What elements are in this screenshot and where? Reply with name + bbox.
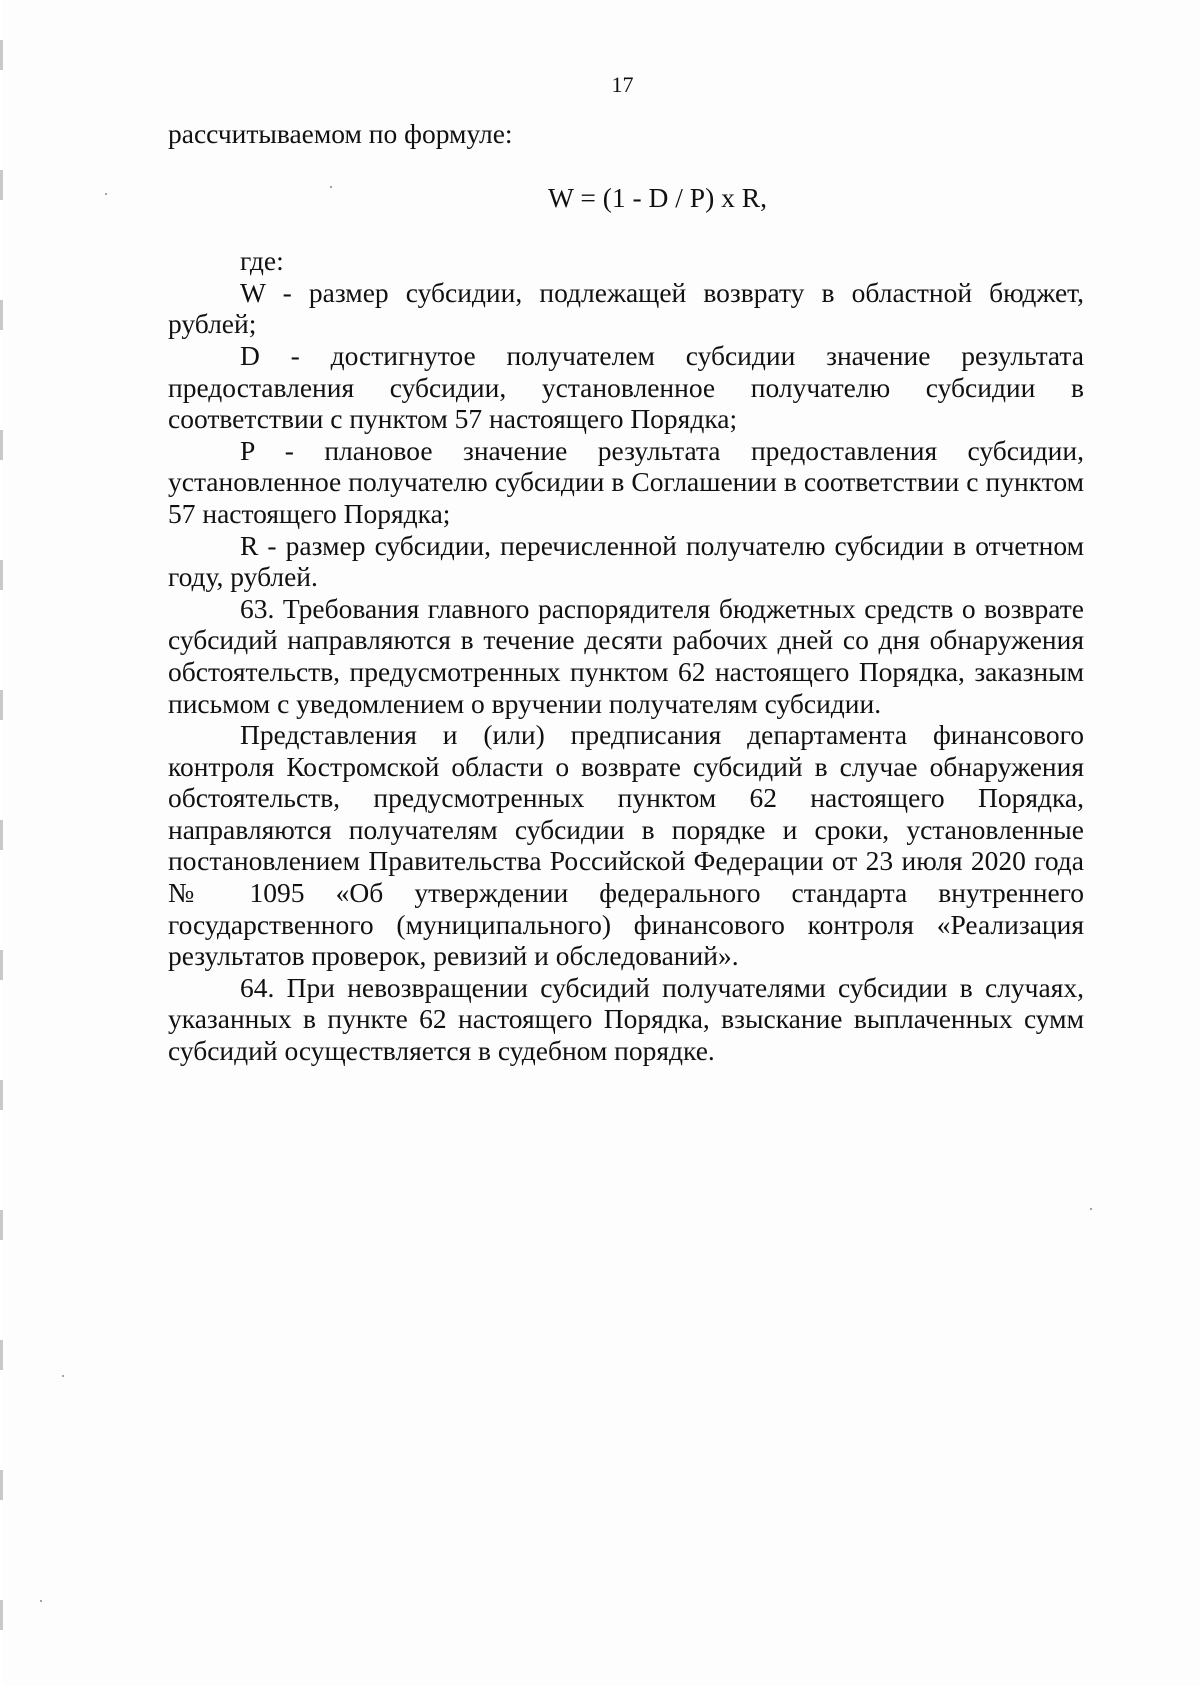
formula-where-label: где: (240, 245, 284, 277)
definition-d: D - достигнутое получателем субсидии значение результата предоставления субсидии, установленное получателю субсидии в соответствии с пунктом 57 настоящего Порядка; (168, 339, 1084, 435)
document-body (168, 118, 1084, 1067)
formula: W = (1 - D / P) x R, (548, 181, 767, 213)
scan-speck (1090, 1208, 1092, 1210)
paragraph-financial-control: Представления и (или) предписания департамента финансового контроля Костромской области о возврате субсидий в случае обнаружения обстоятельств, предусмотренных пунктом 62 настоящего Порядка, направляются получателям субсидии в порядке и сроки, установленные постановлением Правительства Российской Федерации от 23 июля 2020 года № 1095 «Об утверждении федерального стандарта внутреннего государственного (муниципального) финансового контроля «Реализация результатов проверок, ревизий и обследований». (168, 719, 1084, 972)
definition-p: P - плановое значение результата предоставления субсидии, установленное получателю субсидии в Соглашении в соответствии с пунктом 57 настоящего Порядка; (168, 434, 1084, 529)
formula-intro: рассчитываемом по формуле: (168, 118, 513, 149)
page-number: 17 (611, 72, 634, 97)
definition-w: W - размер субсидии, подлежащей возврату в областной бюджет, рублей; (168, 276, 1084, 340)
scan-edge (0, 0, 3, 1686)
scan-speck (105, 193, 107, 195)
scan-speck (62, 1375, 64, 1377)
paragraph-64: 64. При невозвращении субсидий получателями субсидии в случаях, указанных в пункте 62 настоящего Порядка, взыскание выплаченных сумм субсидий осуществляется в судебном порядке. (168, 971, 1084, 1067)
definition-r: R - размер субсидии, перечисленной получателю субсидии в отчетном году, рублей. (168, 529, 1084, 593)
scan-speck (40, 1600, 42, 1602)
paragraph-63: 63. Требования главного распорядителя бюджетных средств о возврате субсидий направляются в течение десяти рабочих дней со дня обнаружения обстоятельств, предусмотренных пунктом 62 настоящего Порядка, заказным письмом с уведомлением о вручении получателям субсидии. (168, 592, 1084, 719)
